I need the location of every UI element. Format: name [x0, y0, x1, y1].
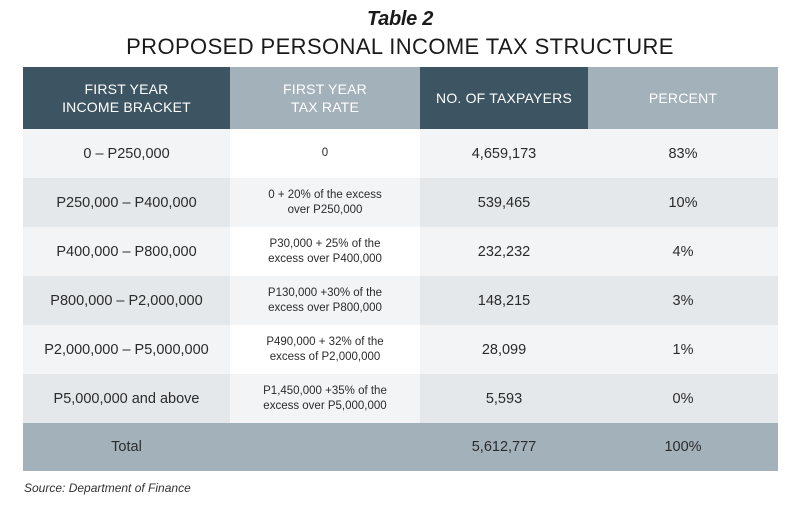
- total-row: [23, 423, 778, 471]
- cell-bracket: P800,000 – P2,000,000: [23, 276, 230, 325]
- cell-rate: [230, 276, 420, 325]
- total-label: Total: [23, 423, 230, 471]
- header-income-bracket: [23, 67, 230, 129]
- rate-line: 0: [321, 147, 329, 159]
- cell-rate: [230, 374, 420, 423]
- cell-bracket: P2,000,000 – P5,000,000: [23, 325, 230, 374]
- cell-rate: [230, 129, 420, 178]
- table-row: [23, 325, 778, 374]
- table-row: [23, 129, 778, 178]
- rate-line: 0 + 20% of the excess: [268, 188, 382, 201]
- cell-percent: 0%: [588, 374, 778, 423]
- header-percent: [588, 67, 778, 129]
- cell-taxpayers: 539,465: [420, 178, 588, 227]
- cell-percent: 83%: [588, 129, 778, 178]
- rate-line: excess over P5,000,000: [263, 399, 387, 412]
- cell-percent: 3%: [588, 276, 778, 325]
- rate-line: P30,000 + 25% of the: [269, 237, 381, 250]
- cell-taxpayers: 5,593: [420, 374, 588, 423]
- rate-line: over P250,000: [287, 203, 363, 216]
- header-tax-rate: [230, 67, 420, 129]
- source-note: Source: Department of Finance: [24, 481, 191, 495]
- cell-taxpayers: 232,232: [420, 227, 588, 276]
- cell-percent: 1%: [588, 325, 778, 374]
- cell-bracket: P400,000 – P800,000: [23, 227, 230, 276]
- rate-line: excess over P400,000: [268, 252, 382, 265]
- total-percent: 100%: [588, 423, 778, 471]
- table-row: [23, 178, 778, 227]
- header-line: TAX RATE: [291, 99, 359, 115]
- table-title: PROPOSED PERSONAL INCOME TAX STRUCTURE: [126, 34, 674, 59]
- cell-bracket: P5,000,000 and above: [23, 374, 230, 423]
- cell-taxpayers: 148,215: [420, 276, 588, 325]
- rate-line: excess over P800,000: [268, 301, 382, 314]
- cell-taxpayers: 28,099: [420, 325, 588, 374]
- cell-bracket: 0 – P250,000: [23, 129, 230, 178]
- table-row: [23, 276, 778, 325]
- header-line: PERCENT: [648, 90, 718, 106]
- cell-taxpayers: 4,659,173: [420, 129, 588, 178]
- table-number: Table 2: [366, 8, 434, 30]
- header-line: NO. OF TAXPAYERS: [436, 90, 572, 106]
- cell-rate: [230, 325, 420, 374]
- header-line: FIRST YEAR: [84, 81, 169, 97]
- cell-rate: [230, 227, 420, 276]
- total-taxpayers: 5,612,777: [420, 423, 588, 471]
- rate-line: P490,000 + 32% of the: [266, 335, 384, 348]
- rate-line: P1,450,000 +35% of the: [263, 384, 387, 397]
- header-line: FIRST YEAR: [283, 81, 367, 97]
- cell-percent: 10%: [588, 178, 778, 227]
- cell-percent: 4%: [588, 227, 778, 276]
- rate-line: excess of P2,000,000: [269, 350, 381, 363]
- header-line: INCOME BRACKET: [62, 99, 191, 115]
- table-row: [23, 374, 778, 423]
- header-row: [23, 67, 778, 129]
- table-row: [23, 227, 778, 276]
- header-taxpayers: [420, 67, 588, 129]
- income-tax-table: [23, 67, 778, 471]
- total-rate: [230, 423, 420, 471]
- cell-rate: [230, 178, 420, 227]
- rate-line: P130,000 +30% of the: [267, 286, 383, 299]
- cell-bracket: P250,000 – P400,000: [23, 178, 230, 227]
